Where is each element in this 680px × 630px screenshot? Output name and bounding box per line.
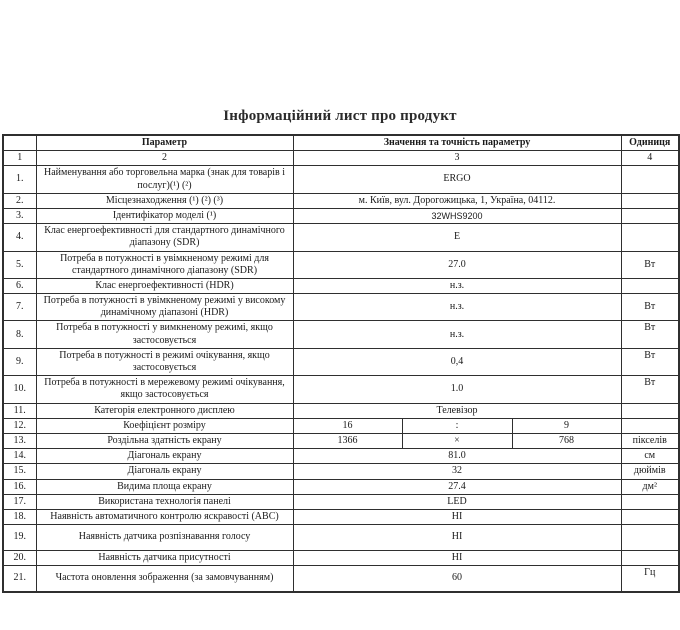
value-cell: ERGO <box>293 166 621 193</box>
unit-cell: Вт <box>621 251 679 278</box>
unit-cell <box>621 224 679 251</box>
unit-cell <box>621 193 679 208</box>
row-number-cell: 19. <box>3 525 36 551</box>
row-number-cell: 17. <box>3 494 36 509</box>
row-number-cell: 13. <box>3 433 36 448</box>
value-cell: 1.0 <box>293 376 621 403</box>
unit-cell: Вт <box>621 348 679 375</box>
unit-cell: Вт <box>621 294 679 321</box>
value-cell: 60 <box>293 566 621 592</box>
parameter-cell: Потреба в потужності в режимі очікування, якщо застосовується <box>36 348 293 375</box>
table-row <box>3 479 679 494</box>
value-cell: НІ <box>293 525 621 551</box>
parameter-cell: Коефіцієнт розміру <box>36 418 293 433</box>
column-index-cell: 4 <box>621 151 679 166</box>
row-number-cell: 16. <box>3 479 36 494</box>
row-number-cell: 9. <box>3 348 36 375</box>
table-row <box>3 348 679 375</box>
unit-cell <box>621 166 679 193</box>
value-part-cell: × <box>402 433 512 448</box>
table-row <box>3 494 679 509</box>
unit-cell <box>621 551 679 566</box>
row-number-cell: 7. <box>3 294 36 321</box>
unit-cell: дюймів <box>621 464 679 479</box>
row-number-cell: 3. <box>3 208 36 223</box>
column-index-cell: 3 <box>293 151 621 166</box>
value-part-cell: 9 <box>512 418 621 433</box>
unit-cell <box>621 278 679 293</box>
parameter-cell: Використана технологія панелі <box>36 494 293 509</box>
unit-cell: дм² <box>621 479 679 494</box>
value-cell: НІ <box>293 509 621 524</box>
parameter-cell: Категорія електронного дисплею <box>36 403 293 418</box>
unit-cell <box>621 494 679 509</box>
value-part-cell: : <box>402 418 512 433</box>
row-number-cell: 2. <box>3 193 36 208</box>
table-row <box>3 278 679 293</box>
product-table-body <box>3 166 679 592</box>
row-number-cell: 21. <box>3 566 36 592</box>
parameter-cell: Клас енергоефективності (HDR) <box>36 278 293 293</box>
parameter-cell: Клас енергоефективності для стандартного динамічного діапазону (SDR) <box>36 224 293 251</box>
parameter-cell: Потреба в потужності в увімкненому режимі для стандартного динамічного діапазону (SDR) <box>36 251 293 278</box>
table-row <box>3 566 679 592</box>
table-row <box>3 551 679 566</box>
row-number-cell: 5. <box>3 251 36 278</box>
row-number-cell: 6. <box>3 278 36 293</box>
unit-cell <box>621 509 679 524</box>
value-cell: 0,4 <box>293 348 621 375</box>
parameter-cell: Потреба в потужності в мережевому режимі очікування, якщо застосовується <box>36 376 293 403</box>
table-row <box>3 433 679 448</box>
unit-cell <box>621 208 679 223</box>
table-row <box>3 193 679 208</box>
value-cell: НІ <box>293 551 621 566</box>
parameter-cell: Наявність датчика розпізнавання голосу <box>36 525 293 551</box>
row-number-cell: 1. <box>3 166 36 193</box>
table-row <box>3 321 679 348</box>
row-number-cell: 4. <box>3 224 36 251</box>
parameter-cell: Наявність автоматичного контролю яскравості (ABC) <box>36 509 293 524</box>
value-cell: 27.0 <box>293 251 621 278</box>
value-cell: E <box>293 224 621 251</box>
value-cell: 32WHS9200 <box>293 208 621 223</box>
value-cell: 27.4 <box>293 479 621 494</box>
parameter-cell: Потреба в потужності у вимкненому режимі, якщо застосовується <box>36 321 293 348</box>
value-part-cell: 768 <box>512 433 621 448</box>
table-row <box>3 208 679 223</box>
parameter-cell: Ідентифікатор моделі (¹) <box>36 208 293 223</box>
value-cell: н.з. <box>293 294 621 321</box>
row-number-cell: 20. <box>3 551 36 566</box>
parameter-cell: Наявність датчика присутності <box>36 551 293 566</box>
unit-cell: Вт <box>621 321 679 348</box>
table-row <box>3 251 679 278</box>
row-number-cell: 12. <box>3 418 36 433</box>
unit-cell: см <box>621 449 679 464</box>
row-number-cell: 14. <box>3 449 36 464</box>
unit-cell <box>621 418 679 433</box>
value-cell: LED <box>293 494 621 509</box>
table-row <box>3 464 679 479</box>
table-row <box>3 525 679 551</box>
table-header-row <box>3 135 679 151</box>
column-index-cell: 2 <box>36 151 293 166</box>
table-row <box>3 509 679 524</box>
column-index-row <box>3 151 679 166</box>
parameter-cell: Найменування або торговельна марка (знак для товарів і послуг)(¹) (²) <box>36 166 293 193</box>
table-head <box>3 135 679 166</box>
table-row <box>3 376 679 403</box>
column-index-cell: 1 <box>3 151 36 166</box>
row-number-cell: 18. <box>3 509 36 524</box>
value-cell: 32 <box>293 464 621 479</box>
page-title: Інформаційний лист про продукт <box>223 108 457 124</box>
table-row <box>3 294 679 321</box>
table-row <box>3 449 679 464</box>
unit-cell: Вт <box>621 376 679 403</box>
header-value-cell: Значення та точність параметру <box>293 135 621 151</box>
table-row <box>3 224 679 251</box>
document-page <box>0 108 680 630</box>
table-row <box>3 403 679 418</box>
value-cell: м. Київ, вул. Дорогожицька, 1, Україна, 04112. <box>293 193 621 208</box>
value-part-cell: 1366 <box>293 433 402 448</box>
unit-cell: Гц <box>621 566 679 592</box>
parameter-cell: Видима площа екрану <box>36 479 293 494</box>
parameter-cell: Частота оновлення зображення (за замовчуванням) <box>36 566 293 592</box>
value-part-cell: 16 <box>293 418 402 433</box>
value-cell: 81.0 <box>293 449 621 464</box>
row-number-cell: 15. <box>3 464 36 479</box>
parameter-cell: Місцезнаходження (¹) (²) (³) <box>36 193 293 208</box>
parameter-cell: Потреба в потужності в увімкненому режимі у високому динамічному діапазоні (HDR) <box>36 294 293 321</box>
parameter-cell: Діагональ екрану <box>36 464 293 479</box>
header-empty-cell <box>3 135 36 151</box>
table-row <box>3 166 679 193</box>
unit-cell <box>621 403 679 418</box>
header-unit-cell: Одиниця <box>621 135 679 151</box>
row-number-cell: 10. <box>3 376 36 403</box>
parameter-cell: Роздільна здатність екрану <box>36 433 293 448</box>
header-parameter-cell: Параметр <box>36 135 293 151</box>
unit-cell: пікселів <box>621 433 679 448</box>
value-cell: н.з. <box>293 321 621 348</box>
row-number-cell: 11. <box>3 403 36 418</box>
row-number-cell: 8. <box>3 321 36 348</box>
value-cell: Телевізор <box>293 403 621 418</box>
product-info-table <box>2 134 680 593</box>
table-row <box>3 418 679 433</box>
parameter-cell: Діагональ екрану <box>36 449 293 464</box>
value-cell: н.з. <box>293 278 621 293</box>
unit-cell <box>621 525 679 551</box>
